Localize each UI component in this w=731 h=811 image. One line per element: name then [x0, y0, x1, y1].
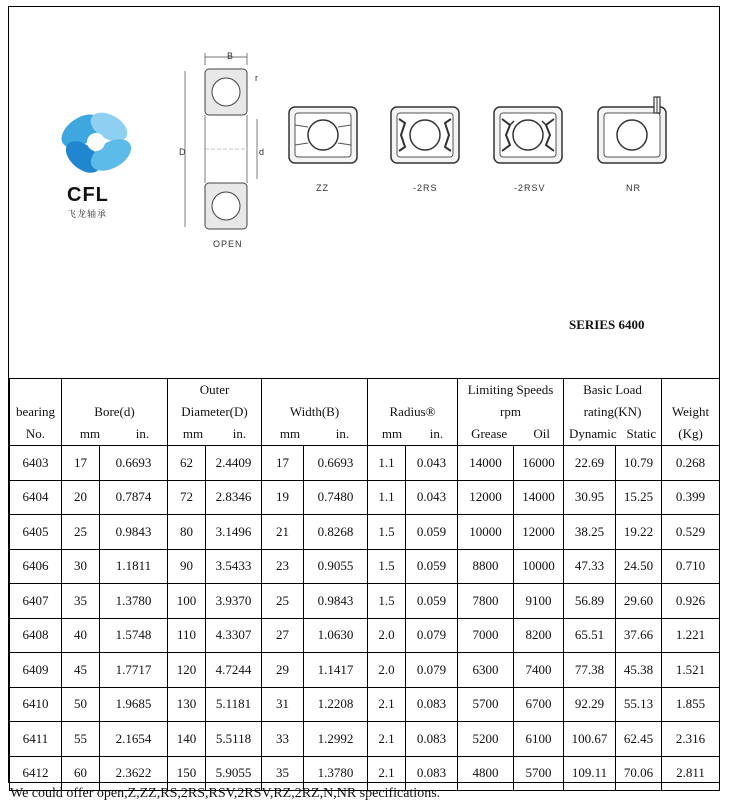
header-speeds-grease: Grease [471, 426, 508, 441]
table-cell: 6408 [10, 618, 62, 653]
table-cell: 0.926 [662, 584, 720, 619]
table-cell: 0.083 [406, 687, 458, 722]
table-cell: 1.5 [368, 584, 406, 619]
table-cell: 1.1 [368, 480, 406, 515]
table-cell: 0.059 [406, 584, 458, 619]
table-cell: 0.7480 [304, 480, 368, 515]
table-cell: 22.69 [564, 446, 616, 481]
2rsv-seal-diagram [492, 105, 564, 165]
header-weight-title1: Weight [671, 404, 710, 419]
table-cell: 60 [62, 756, 100, 791]
table-cell: 6100 [514, 722, 564, 757]
table-cell: 5.1181 [206, 687, 262, 722]
table-cell: 55 [62, 722, 100, 757]
table-cell: 6410 [10, 687, 62, 722]
table-cell: 6404 [10, 480, 62, 515]
table-cell: 20 [62, 480, 100, 515]
header-bearing-no [10, 379, 62, 446]
table-cell: 6412 [10, 756, 62, 791]
table-cell: 0.529 [662, 515, 720, 550]
table-cell: 80 [168, 515, 206, 550]
table-cell: 30 [62, 549, 100, 584]
table-row [10, 446, 720, 481]
table-cell: 1.1811 [100, 549, 168, 584]
table-row [10, 480, 720, 515]
table-cell: 29 [262, 653, 304, 688]
table-cell: 2.1 [368, 722, 406, 757]
table-cell: 0.7874 [100, 480, 168, 515]
table-row [10, 549, 720, 584]
table-cell: 47.33 [564, 549, 616, 584]
dim-b-label: B [227, 51, 235, 61]
table-cell: 8200 [514, 618, 564, 653]
table-cell: 35 [262, 756, 304, 791]
table-cell: 92.29 [564, 687, 616, 722]
table-cell: 35 [62, 584, 100, 619]
table-cell: 5700 [458, 687, 514, 722]
table-cell: 0.059 [406, 515, 458, 550]
header-width-in: in. [335, 426, 350, 441]
table-row [10, 687, 720, 722]
header-limiting-speeds [458, 379, 564, 446]
table-cell: 2.4409 [206, 446, 262, 481]
table-cell: 33 [262, 722, 304, 757]
table-cell: 37.66 [616, 618, 662, 653]
2rs-label: -2RS [413, 183, 438, 193]
table-row [10, 653, 720, 688]
zz-shield-diagram [287, 105, 359, 165]
table-cell: 27 [262, 618, 304, 653]
table-cell: 45 [62, 653, 100, 688]
table-cell: 100 [168, 584, 206, 619]
table-cell: 2.0 [368, 618, 406, 653]
table-cell: 19 [262, 480, 304, 515]
table-cell: 1.5748 [100, 618, 168, 653]
header-outer-mm: mm [182, 426, 204, 441]
table-cell: 6407 [10, 584, 62, 619]
spec-table-body [10, 446, 720, 791]
table-cell: 70.06 [616, 756, 662, 791]
table-cell: 24.50 [616, 549, 662, 584]
table-cell: 2.8346 [206, 480, 262, 515]
2rsv-label: -2RSV [514, 183, 546, 193]
table-cell: 1.2992 [304, 722, 368, 757]
table-cell: 3.5433 [206, 549, 262, 584]
header-speeds-title1: Limiting Speeds [467, 382, 554, 397]
table-cell: 109.11 [564, 756, 616, 791]
table-cell: 0.079 [406, 618, 458, 653]
footer-note: We could offer open,Z,ZZ,RS,2RS,RSV,2RSV,RZ,2RZ,N,NR specifications. [10, 786, 441, 801]
table-cell: 5.9055 [206, 756, 262, 791]
table-cell: 1.1 [368, 446, 406, 481]
header-radius-mm: mm [381, 426, 403, 441]
table-cell: 16000 [514, 446, 564, 481]
table-cell: 14000 [458, 446, 514, 481]
table-cell: 1.9685 [100, 687, 168, 722]
table-cell: 90 [168, 549, 206, 584]
table-cell: 0.710 [662, 549, 720, 584]
table-cell: 1.0630 [304, 618, 368, 653]
header-outer-title1: Outer [199, 382, 230, 397]
table-cell: 7400 [514, 653, 564, 688]
table-cell: 25 [62, 515, 100, 550]
table-cell: 3.1496 [206, 515, 262, 550]
table-cell: 2.3622 [100, 756, 168, 791]
table-cell: 17 [262, 446, 304, 481]
table-cell: 2.1 [368, 687, 406, 722]
table-cell: 5.5118 [206, 722, 262, 757]
table-cell: 1.7717 [100, 653, 168, 688]
header-load-dynamic: Dynamic [568, 426, 617, 441]
table-cell: 30.95 [564, 480, 616, 515]
table-cell: 6411 [10, 722, 62, 757]
header-bearing-line2: No. [25, 426, 46, 441]
header-bearing-line1: bearing [16, 404, 55, 419]
table-cell: 1.3780 [100, 584, 168, 619]
series-title: SERIES 6400 [569, 317, 645, 332]
table-cell: 19.22 [616, 515, 662, 550]
table-cell: 1.5 [368, 549, 406, 584]
table-cell: 50 [62, 687, 100, 722]
header-speeds-title2: rpm [500, 404, 521, 419]
table-cell: 9100 [514, 584, 564, 619]
table-cell: 15.25 [616, 480, 662, 515]
table-cell: 1.221 [662, 618, 720, 653]
table-cell: 77.38 [564, 653, 616, 688]
table-cell: 4800 [458, 756, 514, 791]
header-bore-in: in. [135, 426, 150, 441]
table-cell: 0.6693 [100, 446, 168, 481]
header-bore-title: Bore(d) [94, 404, 135, 419]
table-cell: 10.79 [616, 446, 662, 481]
table-cell: 2.316 [662, 722, 720, 757]
table-cell: 5700 [514, 756, 564, 791]
table-cell: 0.9055 [304, 549, 368, 584]
table-cell: 6409 [10, 653, 62, 688]
table-cell: 1.1417 [304, 653, 368, 688]
header-load-title2: rating(KN) [583, 404, 642, 419]
open-bearing-diagram [177, 51, 267, 236]
table-cell: 2.811 [662, 756, 720, 791]
header-bore-mm: mm [79, 426, 101, 441]
dim-d-outer-label: D [179, 147, 187, 157]
table-cell: 110 [168, 618, 206, 653]
zz-label: ZZ [316, 183, 329, 193]
table-cell: 100.67 [564, 722, 616, 757]
table-cell: 0.268 [662, 446, 720, 481]
table-cell: 1.855 [662, 687, 720, 722]
table-cell: 38.25 [564, 515, 616, 550]
table-cell: 6405 [10, 515, 62, 550]
brand-chinese-name: 飞龙轴承 [67, 210, 108, 220]
table-cell: 0.043 [406, 480, 458, 515]
table-cell: 17 [62, 446, 100, 481]
header-area [9, 7, 719, 379]
table-row [10, 618, 720, 653]
table-cell: 1.521 [662, 653, 720, 688]
spec-sheet [8, 6, 720, 783]
header-bore [62, 379, 168, 446]
table-cell: 6300 [458, 653, 514, 688]
dim-d-inner-label: d [259, 147, 266, 157]
header-outer-title2: Diameter(D) [181, 404, 248, 419]
table-cell: 8800 [458, 549, 514, 584]
dim-r-label: r [255, 73, 259, 83]
table-cell: 29.60 [616, 584, 662, 619]
header-weight [662, 379, 720, 446]
table-cell: 120 [168, 653, 206, 688]
table-cell: 1.5 [368, 515, 406, 550]
table-cell: 23 [262, 549, 304, 584]
table-cell: 25 [262, 584, 304, 619]
table-cell: 10000 [458, 515, 514, 550]
table-cell: 31 [262, 687, 304, 722]
table-cell: 6406 [10, 549, 62, 584]
header-load-title1: Basic Load [583, 382, 642, 397]
table-cell: 7800 [458, 584, 514, 619]
table-cell: 4.3307 [206, 618, 262, 653]
header-outer-in: in. [232, 426, 247, 441]
header-radius-title: Radius® [389, 404, 436, 419]
table-row [10, 515, 720, 550]
table-cell: 21 [262, 515, 304, 550]
table-cell: 55.13 [616, 687, 662, 722]
table-cell: 0.9843 [100, 515, 168, 550]
header-width [262, 379, 368, 446]
table-cell: 0.8268 [304, 515, 368, 550]
table-cell: 150 [168, 756, 206, 791]
table-cell: 0.083 [406, 756, 458, 791]
table-row [10, 584, 720, 619]
table-cell: 4.7244 [206, 653, 262, 688]
spec-table [9, 378, 720, 791]
table-cell: 7000 [458, 618, 514, 653]
header-load-static: Static [626, 426, 657, 441]
table-cell: 12000 [514, 515, 564, 550]
header-speeds-oil: Oil [533, 426, 550, 441]
table-cell: 40 [62, 618, 100, 653]
header-weight-title2: (Kg) [678, 426, 703, 441]
table-cell: 0.043 [406, 446, 458, 481]
table-cell: 65.51 [564, 618, 616, 653]
table-cell: 0.059 [406, 549, 458, 584]
table-row [10, 722, 720, 757]
header-radius-in: in. [429, 426, 444, 441]
table-cell: 72 [168, 480, 206, 515]
table-cell: 1.3780 [304, 756, 368, 791]
header-width-mm: mm [279, 426, 301, 441]
table-cell: 3.9370 [206, 584, 262, 619]
table-cell: 5200 [458, 722, 514, 757]
header-basic-load [564, 379, 662, 446]
nr-label: NR [626, 183, 641, 193]
2rs-seal-diagram [389, 105, 461, 165]
table-cell: 45.38 [616, 653, 662, 688]
open-label: OPEN [213, 239, 243, 249]
header-outer-diameter [168, 379, 262, 446]
table-cell: 10000 [514, 549, 564, 584]
table-cell: 2.1 [368, 756, 406, 791]
table-cell: 2.1654 [100, 722, 168, 757]
table-cell: 14000 [514, 480, 564, 515]
header-radius [368, 379, 458, 446]
table-cell: 0.9843 [304, 584, 368, 619]
table-cell: 130 [168, 687, 206, 722]
table-cell: 62 [168, 446, 206, 481]
table-cell: 56.89 [564, 584, 616, 619]
table-cell: 62.45 [616, 722, 662, 757]
table-cell: 6700 [514, 687, 564, 722]
table-cell: 0.079 [406, 653, 458, 688]
table-cell: 6403 [10, 446, 62, 481]
table-cell: 0.6693 [304, 446, 368, 481]
brand-name: CFL [67, 184, 109, 206]
header-width-title: Width(B) [289, 404, 340, 419]
table-cell: 0.083 [406, 722, 458, 757]
table-cell: 0.399 [662, 480, 720, 515]
table-cell: 1.2208 [304, 687, 368, 722]
table-cell: 140 [168, 722, 206, 757]
nr-snap-ring-diagram [596, 95, 668, 165]
table-cell: 2.0 [368, 653, 406, 688]
table-cell: 12000 [458, 480, 514, 515]
